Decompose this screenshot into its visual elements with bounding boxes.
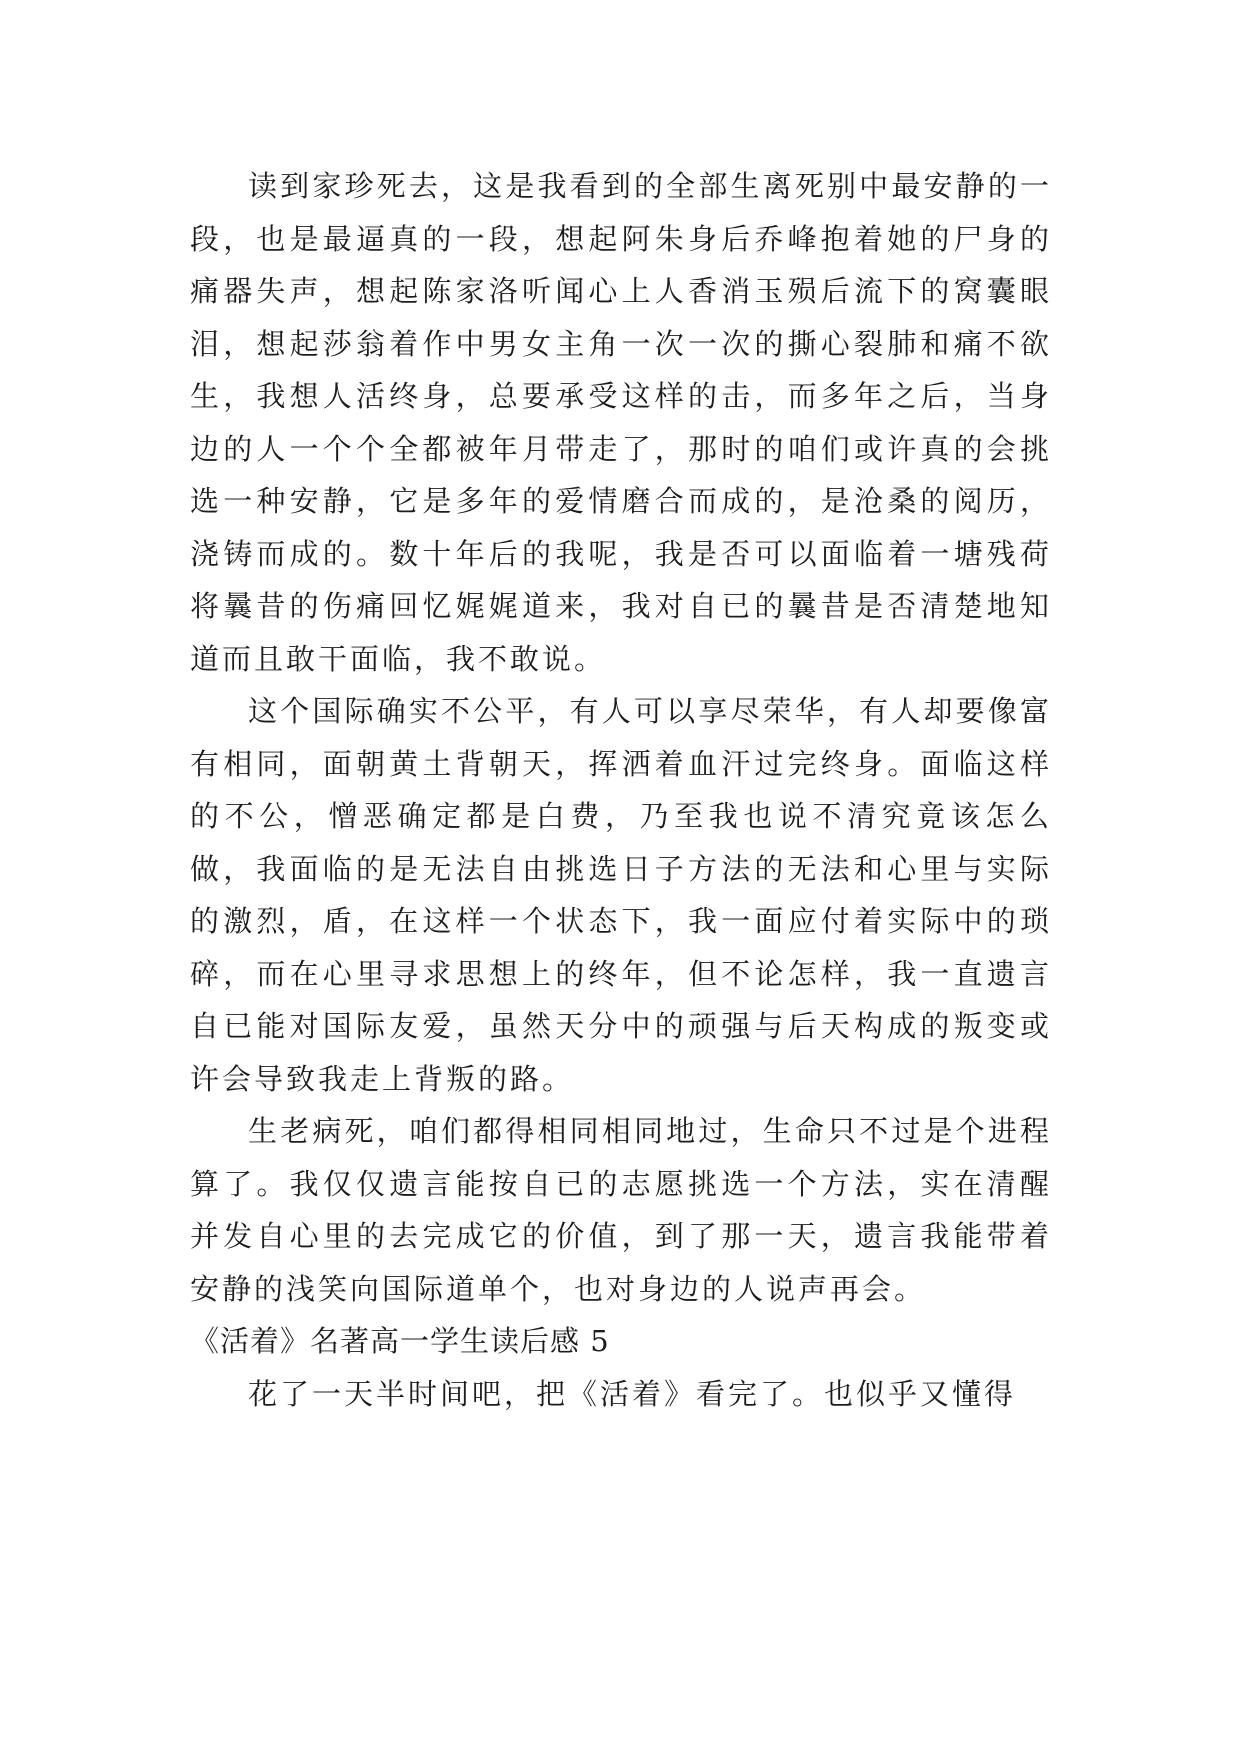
paragraph-2: 这个国际确实不公平，有人可以享尽荣华，有人却要像富有相同，面朝黄土背朝天，挥洒着血汗过完终身。面临这样的不公，憎恶确定都是白费，乃至我也说不清究竟该怎么做，我面临的是无法自由挑选日子方法的无法和心里与实际的激烈，盾，在这样一个状态下，我一面应付着实际中的琐碎，而在心里寻求思想上的终年，但不论怎样，我一直遗言自已能对国际友爱，虽然天分中的顽强与后天构成的叛变或许会导致我走上背叛的路。 <box>190 694 1052 1096</box>
document-body <box>190 160 1052 1420</box>
paragraph-3: 生老病死，咱们都得相同相同地过，生命只不过是个进程算了。我仅仅遗言能按自已的志愿挑选一个方法，实在清醒并发自心里的去完成它的价值，到了那一天，遗言我能带着安静的浅笑向国际道单个，也对身边的人说声再会。 <box>190 1114 1052 1306</box>
paragraph-4: 花了一天半时间吧，把《活着》看完了。也似乎又懂得 <box>248 1376 1017 1411</box>
section-heading: 《活着》名著高一学生读后感 5 <box>190 1324 610 1358</box>
paragraph-1: 读到家珍死去，这是我看到的全部生离死别中最安静的一段，也是最逼真的一段，想起阿朱身后乔峰抱着她的尸身的痛器失声，想起陈家洛听闻心上人香消玉殒后流下的窝囊眼泪，想起莎翁着作中男女主角一次一次的撕心裂肺和痛不欲生，我想人活终身，总要承受这样的击，而多年之后，当身边的人一个个全都被年月带走了，那时的咱们或许真的会挑选一种安静，它是多年的爱情磨合而成的，是沧桑的阅历，浇铸而成的。数十年后的我呢，我是否可以面临着一塘残荷将曩昔的伤痛回忆娓娓道来，我对自已的曩昔是否清楚地知道而且敢干面临，我不敢说。 <box>190 169 1052 676</box>
